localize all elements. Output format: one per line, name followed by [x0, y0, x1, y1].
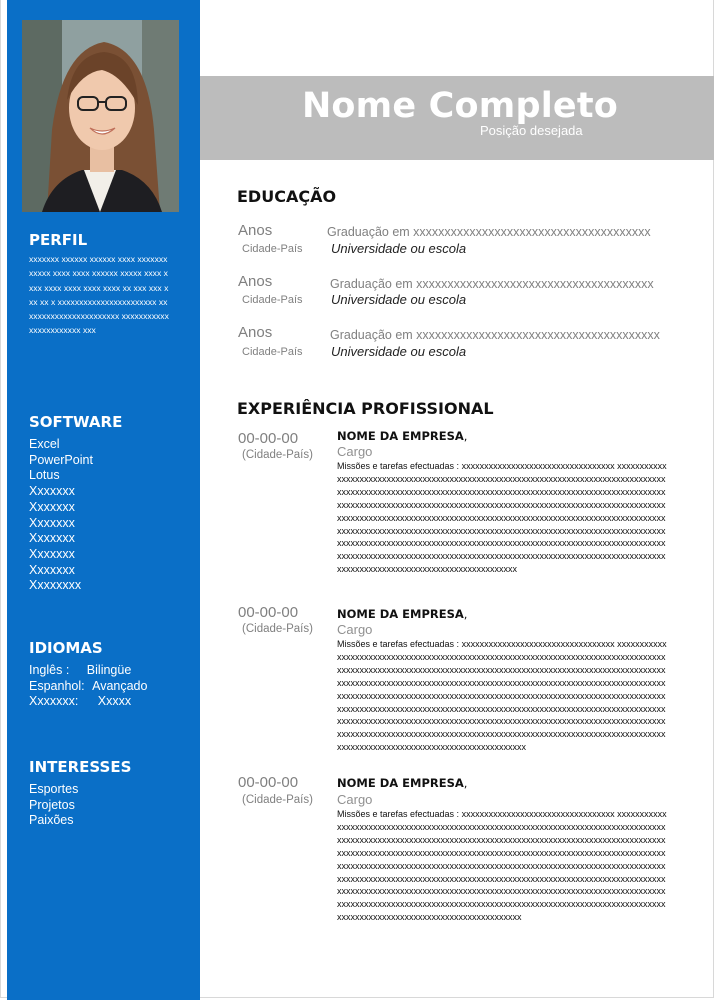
profile-photo-illustration	[22, 20, 179, 212]
job-role: Cargo	[337, 444, 373, 459]
language-name: Xxxxxxx:	[29, 694, 79, 708]
job-city: (Cidade-País)	[242, 449, 313, 461]
education-school: Universidade ou escola	[331, 344, 467, 359]
job-company-comma: ,	[463, 776, 468, 790]
software-title: SOFTWARE	[29, 413, 123, 431]
experience-title: EXPERIÊNCIA PROFISSIONAL	[237, 399, 494, 418]
profile-title: PERFIL	[29, 231, 88, 249]
software-item: Xxxxxxx	[29, 499, 75, 514]
job-company	[337, 776, 467, 790]
interest-item: Projetos	[29, 797, 75, 812]
interests-title: INTERESSES	[29, 758, 132, 776]
job-company-comma: ,	[463, 607, 468, 621]
full-name: Nome Completo	[301, 86, 619, 126]
job-city: (Cidade-País)	[242, 623, 313, 635]
job-company	[337, 607, 467, 621]
job-city: (Cidade-País)	[242, 794, 313, 806]
language-row	[29, 663, 131, 679]
software-item: Xxxxxxx	[29, 531, 75, 546]
job-company-name: NOME DA EMPRESA	[337, 776, 464, 790]
software-item: PowerPoint	[29, 452, 93, 467]
job-company-name: NOME DA EMPRESA	[337, 429, 464, 443]
profile-photo	[22, 20, 179, 212]
education-title: EDUCAÇÃO	[237, 187, 337, 206]
languages-title: IDIOMAS	[29, 639, 103, 657]
job-description: Missões e tarefas efectuadas : xxxxxxxxxxxxxxxxxxxxxxxxxxxxxxxxxx xxxxxxxxxxxxxxxxxxxxxxxxxxxxxxxxxxxxxxxxxxxxxxxxxxxxxxxxxxxxxxxxxxxxxxxxxxxxxxxxxxxxxxxxxxxxxxxxxxxxxxxxxxxxxxxxxxxxxxxxxxxxxxxxxxxxxxxxxxxxxxxxxxxxxxxxxxxxxxxxxxxxxxxxxxxxxxxxxxxxxxxxxxxxxxxxxxxxxxxxxxxxxxxxxxxxxxxxxxxxxxxxxxxxxxxxxxxxxxxxxxxxxxxxxxxxxxxxxxxxxxxxxxxxxxxxxxxxxxxxxxxxxxxxxxxxxxxxxxxxxxxxxxxxxxxxxxxxxxxxxxxxxxxxxxxxxxxxxxxxxxxxxxxxxxxxxxxxxxxxxxxxxxxxxxxxxxxxxxxxxxxxxxxxxxxxxxxxxxxxxxxxxxxxxxxxxxxxxxxxxxxxxxxxxxxxxxxxxxxxxxxxxxxxxxxxxxxxxxxxxxxxxxxxxxxxxxxxxxxxxxxxxxxxxxxxxxxxxxxxxxxxxxxxxxxxxxxxxxxxxxxxxxxxxxxxxxxxxxxxxxxxxxxxxxxxxxxxxxxxxxxx	[337, 639, 667, 753]
software-item: Xxxxxxx	[29, 515, 75, 530]
software-list	[29, 437, 93, 594]
desired-position: Posição desejada	[480, 123, 583, 138]
education-degree: Graduação em xxxxxxxxxxxxxxxxxxxxxxxxxxxxxxxxxxxxxxx	[330, 328, 660, 342]
language-name: Inglês :	[29, 663, 70, 677]
education-city: Cidade-País	[242, 294, 303, 306]
education-years: Anos	[238, 324, 273, 341]
education-city: Cidade-País	[242, 243, 303, 255]
job-company	[337, 429, 467, 443]
software-item: Xxxxxxx	[29, 484, 75, 499]
education-city: Cidade-País	[242, 346, 303, 358]
language-level: Xxxxx	[97, 694, 132, 708]
education-school: Universidade ou escola	[331, 241, 467, 256]
language-row	[29, 679, 147, 695]
job-date: 00-00-00	[238, 604, 299, 621]
language-row	[29, 694, 131, 710]
software-item: Xxxxxxx	[29, 546, 75, 561]
job-date: 00-00-00	[238, 774, 299, 791]
software-item: Excel	[29, 437, 60, 451]
language-level: Avançado	[92, 679, 148, 693]
education-degree: Graduação em xxxxxxxxxxxxxxxxxxxxxxxxxxxxxxxxxxxxxx	[330, 277, 654, 291]
software-item: Xxxxxxxx	[29, 578, 82, 593]
job-role: Cargo	[337, 792, 373, 807]
job-company-name: NOME DA EMPRESA	[337, 607, 464, 621]
education-years: Anos	[238, 222, 273, 239]
software-item: Lotus	[29, 468, 60, 483]
job-date: 00-00-00	[238, 430, 299, 447]
job-role: Cargo	[337, 622, 373, 637]
profile-text: xxxxxxx xxxxxx xxxxxx xxxx xxxxxxx xxxxx xxxx xxxx xxxxxx xxxxx xxxx xxxx xxxx xxxx xxxx xxxx xx xxx xxx xxx xx x xxxxxxxxxxxxxxxxxxxxxxx xxxxxxxxxxxxxxxxxxxxxxx xxxxxxxxxxxxxxxxxxxxxxx xxx	[29, 254, 169, 336]
language-level: Bilingüe	[86, 663, 132, 677]
education-degree: Graduação em xxxxxxxxxxxxxxxxxxxxxxxxxxxxxxxxxxxxxx	[327, 225, 651, 239]
interests-list	[29, 782, 78, 829]
education-school: Universidade ou escola	[331, 292, 467, 307]
language-name: Espanhol:	[29, 679, 85, 693]
job-company-comma: ,	[463, 429, 468, 443]
education-years: Anos	[238, 273, 273, 290]
software-item: Xxxxxxx	[29, 562, 75, 577]
interest-item: Paixões	[29, 813, 74, 828]
interest-item: Esportes	[29, 782, 79, 796]
job-description: Missões e tarefas efectuadas : xxxxxxxxxxxxxxxxxxxxxxxxxxxxxxxxxx xxxxxxxxxxxxxxxxxxxxxxxxxxxxxxxxxxxxxxxxxxxxxxxxxxxxxxxxxxxxxxxxxxxxxxxxxxxxxxxxxxxxxxxxxxxxxxxxxxxxxxxxxxxxxxxxxxxxxxxxxxxxxxxxxxxxxxxxxxxxxxxxxxxxxxxxxxxxxxxxxxxxxxxxxxxxxxxxxxxxxxxxxxxxxxxxxxxxxxxxxxxxxxxxxxxxxxxxxxxxxxxxxxxxxxxxxxxxxxxxxxxxxxxxxxxxxxxxxxxxxxxxxxxxxxxxxxxxxxxxxxxxxxxxxxxxxxxxxxxxxxxxxxxxxxxxxxxxxxxxxxxxxxxxxxxxxxxxxxxxxxxxxxxxxxxxxxxxxxxxxxxxxxxxxxxxxxxxxxxxxxxxxxxxxxxxxxxxxxxxxxxxxxxxxxxxxxxxxxxxxxxxxxxxxxxxxxxxxxxxxxxxxxxxxxxxxxxxxxxxxxxxxxxxxxxxxxxxxxxxxxxxxxxxxxxxxxxxxxxxxxxxxxxxxxxxxxxxxxxxxxxxxxxxxxxxxxxxxxxxxxxxxxxxxxxxxxxxxxxxxx	[337, 461, 667, 575]
job-description: Missões e tarefas efectuadas : xxxxxxxxxxxxxxxxxxxxxxxxxxxxxxxxxx xxxxxxxxxxxxxxxxxxxxxxxxxxxxxxxxxxxxxxxxxxxxxxxxxxxxxxxxxxxxxxxxxxxxxxxxxxxxxxxxxxxxxxxxxxxxxxxxxxxxxxxxxxxxxxxxxxxxxxxxxxxxxxxxxxxxxxxxxxxxxxxxxxxxxxxxxxxxxxxxxxxxxxxxxxxxxxxxxxxxxxxxxxxxxxxxxxxxxxxxxxxxxxxxxxxxxxxxxxxxxxxxxxxxxxxxxxxxxxxxxxxxxxxxxxxxxxxxxxxxxxxxxxxxxxxxxxxxxxxxxxxxxxxxxxxxxxxxxxxxxxxxxxxxxxxxxxxxxxxxxxxxxxxxxxxxxxxxxxxxxxxxxxxxxxxxxxxxxxxxxxxxxxxxxxxxxxxxxxxxxxxxxxxxxxxxxxxxxxxxxxxxxxxxxxxxxxxxxxxxxxxxxxxxxxxxxxxxxxxxxxxxxxxxxxxxxxxxxxxxxxxxxxxxxxxxxxxxxxxxxxxxxxxxxxxxxxxxxxxxxxxxxxxxxxxxxxxxxxxxxxxxxxxxxxxxxxxxxxxxxxxxxxxxxxxxxxxxxxxxxxx	[337, 809, 667, 923]
